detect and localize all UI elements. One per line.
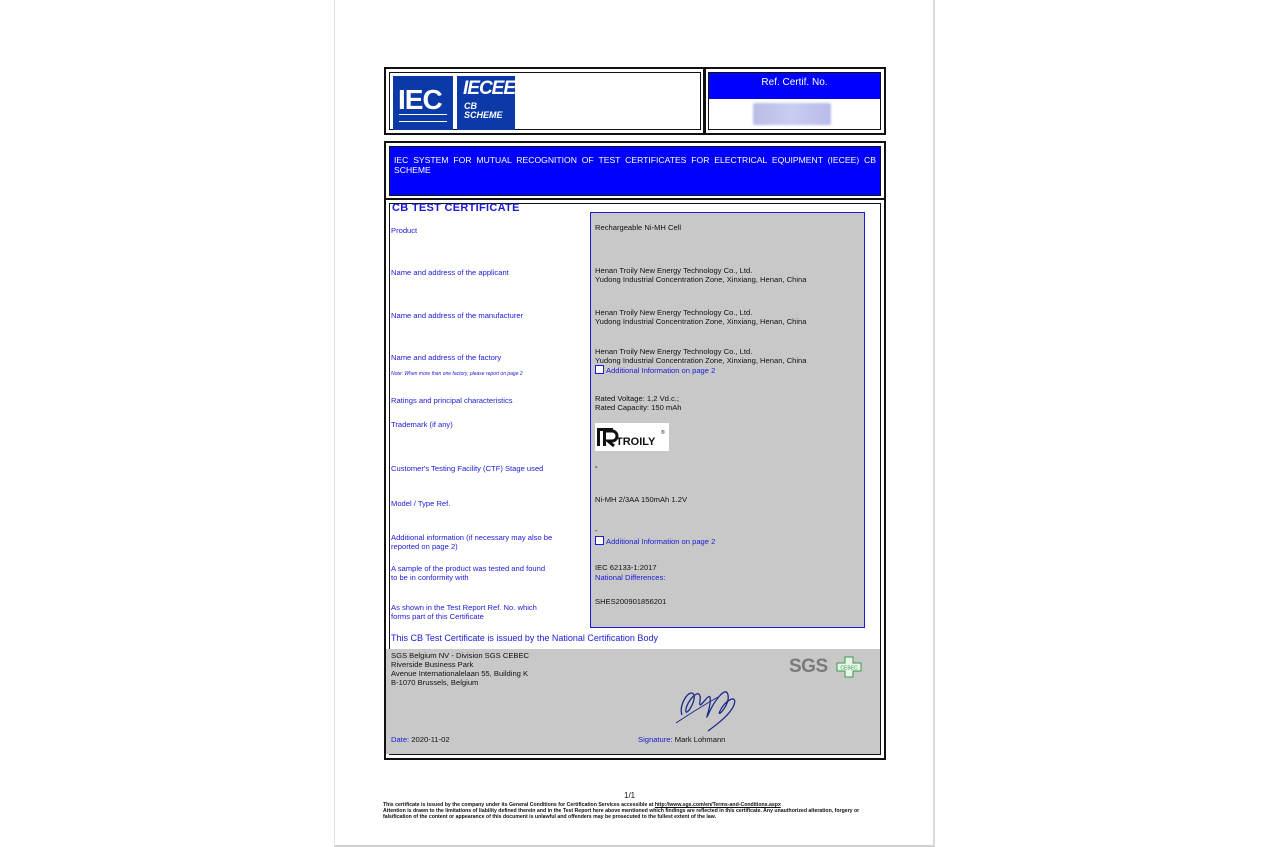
additional-info-checkbox[interactable] xyxy=(595,536,604,545)
ref-certif-box xyxy=(703,67,886,135)
factory-additional-text: Additional Information on page 2 xyxy=(606,366,716,375)
ctf-label: Customer's Testing Facility (CTF) Stage used xyxy=(391,464,544,473)
footer-text-1: This certificate is issued by the company under its General Conditions for Certification Services accessible at xyxy=(383,802,654,808)
date-label: Date: xyxy=(391,735,410,744)
body-address-line3: Avenue Internationalelaan 55, Building K xyxy=(391,669,529,678)
iec-logo xyxy=(393,76,453,130)
certification-body-address xyxy=(391,651,529,687)
svg-text:CEBEC: CEBEC xyxy=(840,665,858,672)
header-logo-box xyxy=(384,67,706,135)
national-differences: National Differences: xyxy=(595,573,666,582)
body-address-line2: Riverside Business Park xyxy=(391,660,474,669)
date-value: 2020-11-02 xyxy=(411,735,450,744)
ref-certif-label: Ref. Certif. No. xyxy=(709,73,880,99)
rated-voltage: Rated Voltage: 1,2 Vd.c.; xyxy=(595,394,680,403)
legal-footer xyxy=(383,802,886,820)
applicant-address: Yudong Industrial Concentration Zone, Xinxiang, Henan, China xyxy=(595,275,807,284)
terms-link[interactable]: http://www.sgs.com/en/Terms-and-Conditions.aspx xyxy=(654,802,781,808)
certificate-title: CB TEST CERTIFICATE xyxy=(392,202,520,214)
body-name: SGS Belgium NV - Division SGS CEBEC xyxy=(391,651,529,660)
additional-info-text: Additional Information on page 2 xyxy=(606,537,716,546)
handwritten-signature xyxy=(668,675,754,735)
trademark-label: Trademark (if any) xyxy=(391,420,453,429)
manufacturer-name: Henan Troily New Energy Technology Co., Ltd. xyxy=(595,308,753,317)
applicant-name: Henan Troily New Energy Technology Co., Ltd. xyxy=(595,266,753,275)
additional-info-value xyxy=(595,536,715,546)
factory-additional-checkbox[interactable] xyxy=(595,365,604,374)
trademark-text: TROILY xyxy=(616,436,656,448)
factory-name: Henan Troily New Energy Technology Co., Ltd. xyxy=(595,347,753,356)
additional-info-label-line2: reported on page 2) xyxy=(391,542,458,551)
report-label-line1: As shown in the Test Report Ref. No. which xyxy=(391,603,537,612)
factory-address: Yudong Industrial Concentration Zone, Xinxiang, Henan, China xyxy=(595,356,807,365)
cebec-cross-icon xyxy=(836,656,862,678)
applicant-label: Name and address of the applicant xyxy=(391,268,509,277)
iecee-cb-scheme-logo xyxy=(457,76,515,130)
iec-logo-text: IEC xyxy=(398,84,442,115)
sample-label-line1: A sample of the product was tested and found xyxy=(391,564,546,573)
svg-text:®: ® xyxy=(661,430,665,436)
body-address-line4: B-1070 Brussels, Belgium xyxy=(391,678,479,687)
ratings-label: Ratings and principal characteristics xyxy=(391,396,513,405)
additional-info-label-line1: Additional information (if necessary may also be xyxy=(391,533,553,542)
standard-value: IEC 62133-1:2017 xyxy=(595,563,657,572)
sample-label-line2: to be in conformity with xyxy=(391,573,469,582)
cebec-logo xyxy=(836,656,862,678)
issue-date xyxy=(391,735,450,744)
factory-additional-info xyxy=(595,365,715,375)
scheme-title-band xyxy=(384,141,886,201)
rated-capacity: Rated Capacity: 150 mAh xyxy=(595,403,682,412)
cb-scheme-logo-text: CB SCHEME xyxy=(464,101,503,120)
page-number: 1/1 xyxy=(624,791,636,800)
trademark-logo xyxy=(595,423,669,451)
redacted-ref-number xyxy=(753,103,831,125)
issued-by-statement: This CB Test Certificate is issued by the National Certification Body xyxy=(391,633,658,643)
signature-label: Signature: xyxy=(638,735,673,744)
manufacturer-address: Yudong Industrial Concentration Zone, Xinxiang, Henan, China xyxy=(595,317,807,326)
footer-text-2: Attention is drawn to the limitations of liability defined therein and in the Test Report here above mentioned which findings are reflected in this certificate. Any unauthorized alteration, forgery or falsification of the content or appearance of this document is unlawful and offenders may be prosecuted to the fullest extent of the law. xyxy=(383,808,860,820)
report-label-line2: forms part of this Certificate xyxy=(391,612,484,621)
troily-logo-icon xyxy=(595,423,669,451)
factory-note: Note: When more than one factory, please report on page 2 xyxy=(391,371,523,377)
iecee-logo-text: IECEE xyxy=(463,78,516,99)
product-label: Product xyxy=(391,226,418,235)
scheme-title: IEC SYSTEM FOR MUTUAL RECOGNITION OF TEST CERTIFICATES FOR ELECTRICAL EQUIPMENT (IECEE) CB SCHEME xyxy=(389,146,881,196)
additional-info-dash: - xyxy=(595,526,598,535)
model-label: Model / Type Ref. xyxy=(391,499,451,508)
signature-line xyxy=(638,735,725,744)
ctf-value: - xyxy=(595,462,598,471)
product-value: Rechargeable Ni-MH Cell xyxy=(595,223,682,232)
test-report-number: SHES200901856201 xyxy=(595,597,667,606)
model-value: Ni-MH 2/3AA 150mAh 1.2V xyxy=(595,495,688,504)
manufacturer-label: Name and address of the manufacturer xyxy=(391,311,524,320)
factory-label: Name and address of the factory xyxy=(391,353,502,362)
sgs-logo: SGS xyxy=(789,656,828,677)
signature-name: Mark Lohmann xyxy=(674,735,726,744)
